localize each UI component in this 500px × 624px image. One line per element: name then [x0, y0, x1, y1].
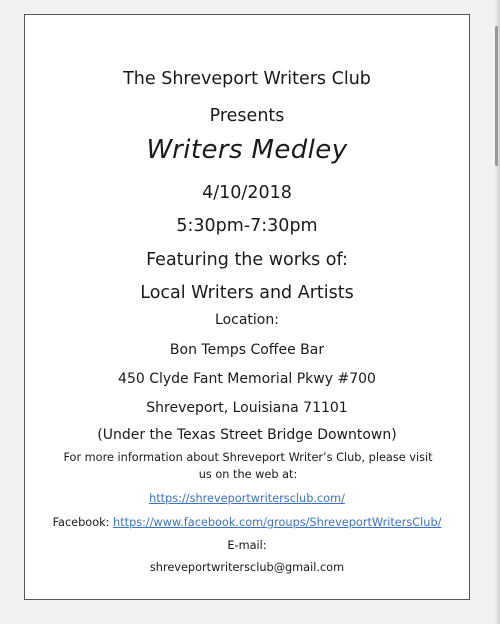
facebook-label: Facebook: [52, 516, 110, 529]
facebook-link[interactable]: https://www.facebook.com/groups/ShreveportWritersClub/ [113, 516, 442, 529]
facebook-line [25, 516, 469, 529]
email-label: E-mail: [227, 539, 267, 552]
organization-title: The Shreveport Writers Club [123, 69, 371, 89]
email-address[interactable]: shreveportwritersclub@gmail.com [149, 561, 345, 574]
presents-text: Presents [209, 106, 285, 126]
featured-artists: Local Writers and Artists [140, 283, 354, 303]
venue-city: Shreveport, Louisiana 71101 [146, 400, 348, 416]
website-line [25, 492, 469, 505]
venue-address: 450 Clyde Fant Memorial Pkwy #700 [118, 371, 376, 387]
featuring-text: Featuring the works of: [146, 250, 348, 270]
scroll-indicator[interactable] [495, 26, 498, 166]
website-link[interactable]: https://shreveportwritersclub.com/ [149, 492, 345, 505]
flyer-page [24, 14, 470, 600]
event-date: 4/10/2018 [202, 183, 292, 203]
venue-landmark: (Under the Texas Street Bridge Downtown) [97, 427, 397, 443]
location-label: Location: [215, 312, 279, 328]
more-info-text: For more information about Shreveport Writer’s Club, please visit us on the web at: [63, 451, 433, 481]
event-name: Writers Medley [146, 135, 348, 165]
venue-name: Bon Temps Coffee Bar [169, 342, 325, 358]
event-time: 5:30pm-7:30pm [176, 216, 318, 236]
